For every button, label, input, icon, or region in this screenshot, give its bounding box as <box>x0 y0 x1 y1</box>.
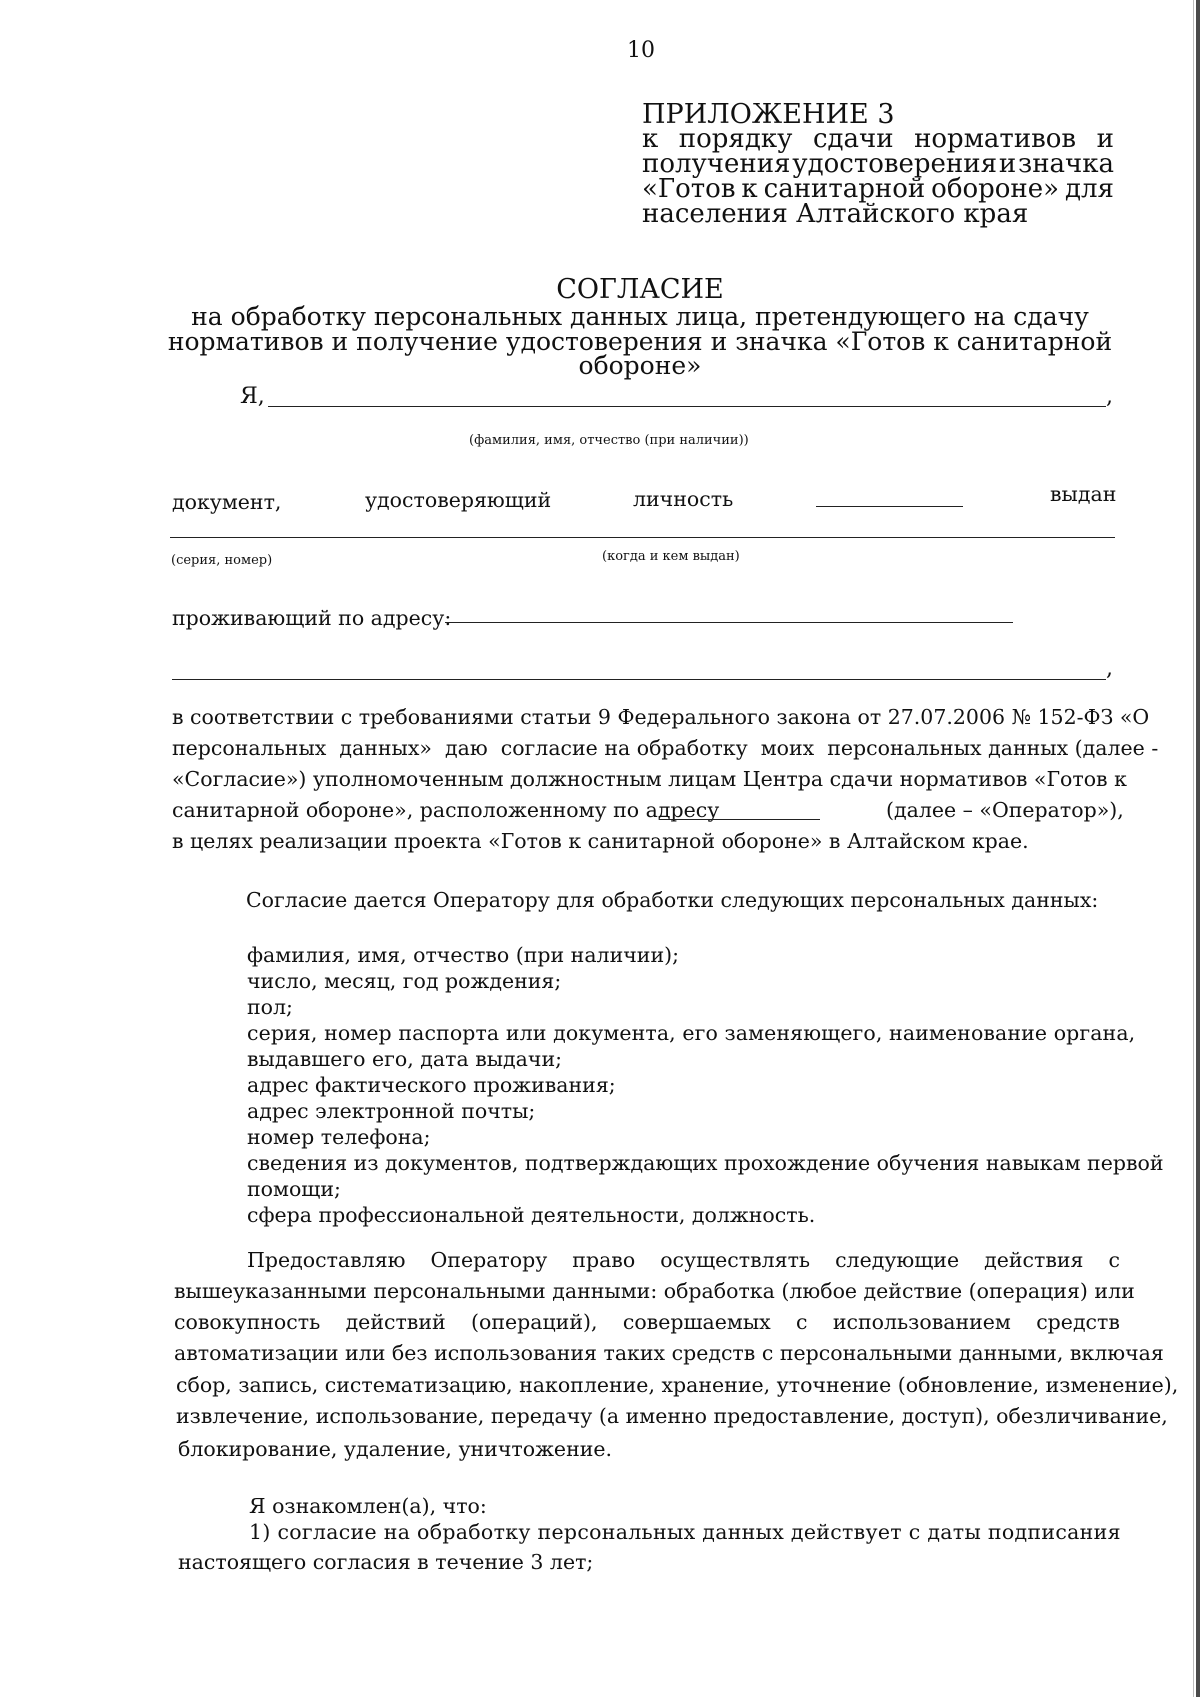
list-item: фамилия, имя, отчество (при наличии); <box>247 943 680 967</box>
intro-line-3: «Согласие») уполномоченным должностным лицам Центра сдачи нормативов «Готов к <box>172 767 1127 791</box>
list-item: выдавшего его, дата выдачи; <box>247 1047 563 1071</box>
list-item: серия, номер паспорта или документа, его заменяющего, наименование органа, <box>247 1021 1136 1045</box>
appendix-title: ПРИЛОЖЕНИЕ 3 <box>642 99 895 130</box>
rights-line-1: Предоставляю Оператору право осуществлять следующие действия с <box>247 1248 1120 1272</box>
list-item: адрес фактического проживания; <box>247 1073 616 1097</box>
rights-line-5: сбор, запись, систематизацию, накопление, хранение, уточнение (обновление, изменение), <box>176 1373 1179 1397</box>
doc-word-2: удостоверяющий <box>365 488 552 512</box>
consent-given: Согласие дается Оператору для обработки следующих персональных данных: <box>246 888 1099 912</box>
list-item: сфера профессиональной деятельности, должность. <box>247 1203 816 1227</box>
doc-details-field[interactable] <box>170 537 1115 538</box>
consent-subtitle-3: обороне» <box>578 351 702 380</box>
doc-word-3: личность <box>633 487 734 511</box>
fio-field[interactable] <box>268 406 1106 407</box>
scan-edge-line <box>1193 0 1194 1697</box>
intro-paragraph <box>172 702 1159 857</box>
fio-hint: (фамилия, имя, отчество (при наличии)) <box>469 433 749 448</box>
list-item: адрес электронной почты; <box>247 1099 536 1123</box>
intro-line-4: санитарной обороне», расположенному по адресу (далее – «Оператор»), <box>172 798 1124 822</box>
appendix-line-2: получения удостоверения и значка <box>642 149 1114 179</box>
consent-subtitle-2: нормативов и получение удостоверения и значка «Готов к санитарной <box>167 327 1113 356</box>
appendix-line-4: населения Алтайского края <box>642 199 1029 229</box>
appendix-line-3: «Готов к санитарной обороне» для <box>642 174 1114 204</box>
page-number: 10 <box>627 38 655 63</box>
series-hint: (серия, номер) <box>171 553 273 568</box>
rights-line-7: блокирование, удаление, уничтожение. <box>178 1437 613 1461</box>
issued-hint: (когда и кем выдан) <box>602 549 740 564</box>
consent-title: СОГЛАСИЕ <box>556 274 724 305</box>
list-item: помощи; <box>247 1177 341 1201</box>
list-item: пол; <box>247 995 293 1019</box>
acknowledged-heading: Я ознакомлен(а), что: <box>249 1494 487 1518</box>
operator-address-field[interactable] <box>659 819 820 820</box>
address-field-2[interactable] <box>172 679 1106 680</box>
doc-word-1: документ, <box>172 490 282 514</box>
fio-comma: , <box>1106 384 1113 409</box>
list-item: номер телефона; <box>247 1125 431 1149</box>
issued-label: выдан <box>1050 482 1117 506</box>
rights-line-3: совокупность действий (операций), совершаемых с использованием средств <box>174 1310 1120 1334</box>
address-label: проживающий по адресу: <box>172 606 452 630</box>
intro-line-5: в целях реализации проекта «Готов к санитарной обороне» в Алтайском крае. <box>172 829 1029 853</box>
address-comma: , <box>1106 656 1113 681</box>
address-field-1[interactable] <box>445 622 1013 623</box>
intro-line-1: в соответствии с требованиями статьи 9 Федерального закона от 27.07.2006 № 152-ФЗ «О <box>172 705 1150 729</box>
appendix-block <box>642 99 1114 229</box>
list-item: сведения из документов, подтверждающих прохождение обучения навыкам первой <box>247 1151 1164 1175</box>
consent-subtitle-1: на обработку персональных данных лица, претендующего на сдачу <box>191 302 1089 331</box>
i-label: Я, <box>240 384 265 409</box>
appendix-line-1: к порядку сдачи нормативов и <box>642 124 1114 154</box>
rights-line-4: автоматизации или без использования таких средств с персональными данными, включая <box>174 1341 1164 1365</box>
rights-line-2: вышеуказанными персональными данными: обработка (любое действие (операция) или <box>174 1279 1135 1303</box>
rights-line-6: извлечение, использование, передачу (а именно предоставление, доступ), обезличивание, <box>176 1404 1168 1428</box>
acknowledged-item-1-line-2: настоящего согласия в течение 3 лет; <box>178 1550 594 1574</box>
list-item: число, месяц, год рождения; <box>247 969 562 993</box>
intro-line-2: персональных данных» даю согласие на обработку моих персональных данных (далее - <box>172 736 1159 760</box>
doc-short-field[interactable] <box>816 506 963 507</box>
personal-data-list <box>247 942 1164 1228</box>
acknowledged-item-1-line-1: 1) согласие на обработку персональных данных действует с даты подписания <box>249 1520 1121 1544</box>
scan-edge <box>1196 0 1200 1697</box>
